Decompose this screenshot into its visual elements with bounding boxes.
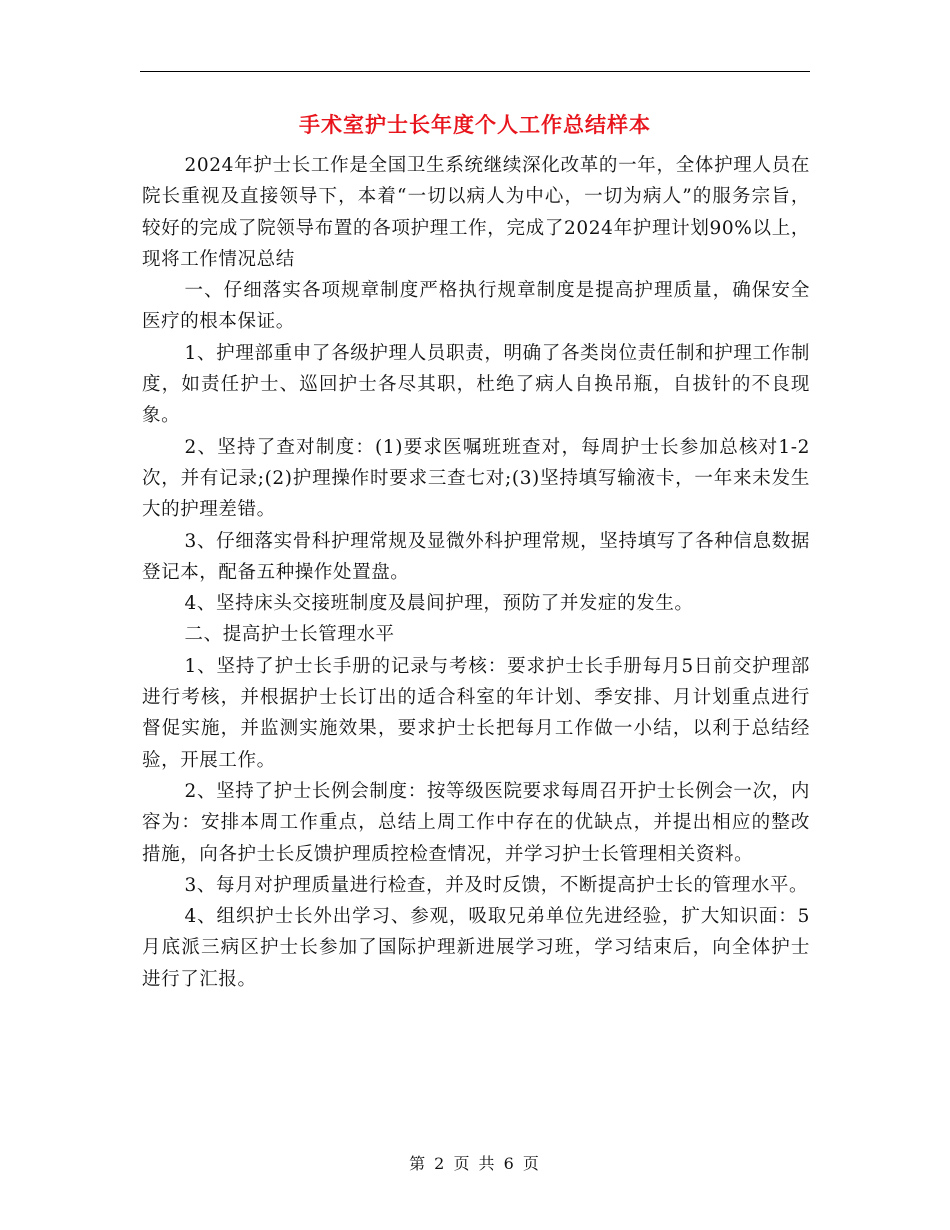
page-number-footer: 第 2 页 共 6 页 [409,1154,541,1173]
paragraph-intro: 2024年护士长工作是全国卫生系统继续深化改革的一年，全体护理人员在院长重视及直接领导下，本着“一切以病人为中心，一切为病人”的服务宗旨，较好的完成了院领导布置的各项护理工作，完成了2024年护理计划90%以上，现将工作情况总结 [142,155,810,270]
paragraph-2-1: 1、坚持了护士长手册的记录与考核：要求护士长手册每月5日前交护理部进行考核，并根据护士长订出的适合科室的年计划、季安排、月计划重点进行督促实施，并监测实施效果，要求护士长把每月工作做一小结，以利于总结经验，开展工作。 [142,655,810,771]
paragraph-1-1: 1、护理部重申了各级护理人员职责，明确了各类岗位责任制和护理工作制度，如责任护士、巡回护士各尽其职，杜绝了病人自换吊瓶，自拔针的不良现象。 [142,342,810,427]
paragraph-2-3: 3、每月对护理质量进行检查，并及时反馈，不断提高护士长的管理水平。 [184,874,809,896]
document-title: 手术室护士长年度个人工作总结样本 [299,112,651,137]
paragraph-2-4: 4、组织护士长外出学习、参观，吸取兄弟单位先进经验，扩大知识面：5月底派三病区护士长参加了国际护理新进展学习班，学习结束后，向全体护士进行了汇报。 [142,906,810,990]
paragraph-1-4: 4、坚持床头交接班制度及晨间护理，预防了并发症的发生。 [184,593,694,615]
paragraph-section-1-heading: 一、仔细落实各项规章制度严格执行规章制度是提高护理质量，确保安全医疗的根本保证。 [142,280,810,333]
header-rule [140,71,810,72]
paragraph-1-2: 2、坚持了查对制度：(1)要求医嘱班班查对，每周护士长参加总核对1-2次，并有记录;(2)护理操作时要求三查七对;(3)坚持填写输液卡，一年来未发生大的护理差错。 [142,436,810,521]
paragraph-section-2-heading: 二、提高护士长管理水平 [184,624,395,646]
paragraph-1-3: 3、仔细落实骨科护理常规及显微外科护理常规，坚持填写了各种信息数据登记本，配备五种操作处置盘。 [142,530,810,583]
paragraph-2-2: 2、坚持了护士长例会制度：按等级医院要求每周召开护士长例会一次，内容为：安排本周工作重点，总结上周工作中存在的优缺点，并提出相应的整改措施，向各护士长反馈护理质控检查情况，并学习护士长管理相关资料。 [142,780,810,865]
document-body [142,150,810,995]
